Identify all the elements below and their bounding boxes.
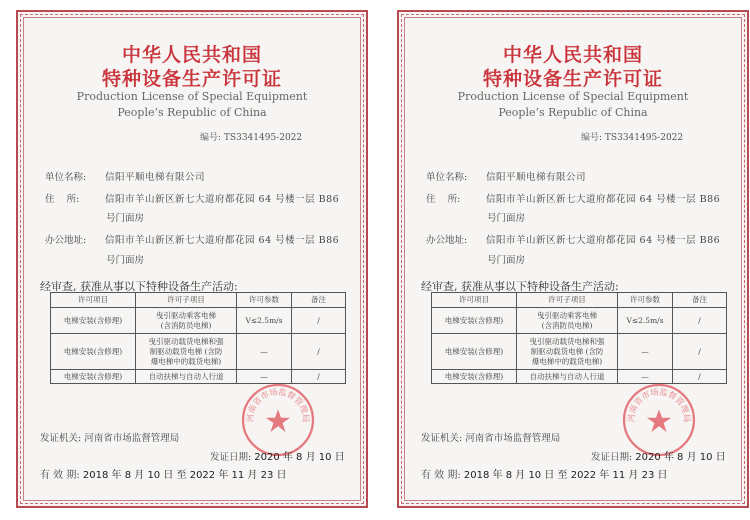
english-title-line1: Production License of Special Equipment	[457, 90, 689, 103]
scope-table	[50, 292, 346, 384]
table-cell: —	[618, 334, 673, 370]
unit-row	[426, 169, 586, 183]
office-label: 办公地址:	[45, 235, 87, 246]
col-header: 备注	[292, 293, 346, 308]
validity-label: 有 效 期:	[40, 470, 80, 481]
cert-number-value: TS3341495-2022	[223, 133, 303, 143]
office-line1: 信阳市羊山新区新七大道府都花园 64 号楼一层 B86	[105, 235, 340, 246]
scope-intro: 经审查, 获准从事以下特种设备生产活动:	[421, 280, 619, 293]
table-row	[432, 308, 727, 334]
title-line2: 特种设备生产许可证	[482, 68, 663, 90]
table-cell: V≤2.5m/s	[618, 308, 673, 334]
table-header-row	[51, 293, 346, 308]
table-cell: 电梯安装(含修理)	[432, 370, 517, 384]
table-cell: —	[618, 370, 673, 384]
col-header: 许可项目	[51, 293, 136, 308]
validity-value: 2018 年 8 月 10 日 至 2022 年 11 月 23 日	[463, 470, 668, 481]
official-seal-icon	[240, 382, 316, 458]
address-row	[426, 191, 720, 205]
issue-date-label: 发证日期:	[591, 452, 633, 463]
title-line1: 中华人民共和国	[502, 44, 643, 66]
english-title-line2: People’s Republic of China	[498, 106, 648, 119]
table-cell: 曳引驱动载货电梯和强 制驱动载货电梯 (含防 爆电梯中的载货电梯)	[517, 334, 618, 370]
unit-name: 信阳平顺电梯有限公司	[486, 172, 587, 183]
unit-name: 信阳平顺电梯有限公司	[105, 172, 206, 183]
table-cell: 曳引驱动乘客电梯 (含消防员电梯)	[136, 308, 237, 334]
issue-date-label: 发证日期:	[210, 452, 252, 463]
col-header: 许可参数	[237, 293, 292, 308]
issue-date	[210, 448, 345, 463]
table-cell: 电梯安装(含修理)	[51, 334, 136, 370]
issue-date-value: 2020 年 8 月 10 日	[635, 452, 726, 463]
cert-number-label: 编号:	[581, 133, 603, 143]
issuer-value: 河南省市场监督管理局	[465, 433, 561, 444]
official-seal-icon	[621, 382, 697, 458]
office-label: 办公地址:	[426, 235, 468, 246]
table-cell: /	[292, 370, 346, 384]
col-header: 许可子项目	[136, 293, 237, 308]
cert-number	[200, 130, 302, 143]
col-header: 许可子项目	[517, 293, 618, 308]
col-header: 许可参数	[618, 293, 673, 308]
issuer	[421, 430, 560, 444]
validity-value: 2018 年 8 月 10 日 至 2022 年 11 月 23 日	[82, 470, 287, 481]
cert-number-label: 编号:	[200, 133, 222, 143]
certificate-right	[397, 10, 749, 508]
issuer-label: 发证机关:	[421, 433, 463, 444]
table-cell: 自动扶梯与自动人行道	[136, 370, 237, 384]
table-cell: —	[237, 370, 292, 384]
col-header: 许可项目	[432, 293, 517, 308]
table-cell: 电梯安装(含修理)	[51, 308, 136, 334]
issuer-value: 河南省市场监督管理局	[84, 433, 180, 444]
address-line2: 号门面房	[106, 213, 145, 224]
table-cell: 电梯安装(含修理)	[432, 334, 517, 370]
table-cell: 电梯安装(含修理)	[51, 370, 136, 384]
table-cell: —	[237, 334, 292, 370]
issuer-label: 发证机关:	[40, 433, 82, 444]
table-cell: /	[673, 334, 727, 370]
unit-label: 单位名称:	[426, 172, 468, 183]
scope-table	[431, 292, 727, 384]
issue-date-value: 2020 年 8 月 10 日	[254, 452, 345, 463]
validity	[40, 466, 287, 481]
table-row	[51, 334, 346, 370]
table-cell: /	[292, 334, 346, 370]
table-cell: V≤2.5m/s	[237, 308, 292, 334]
table-cell: /	[673, 308, 727, 334]
col-header: 备注	[673, 293, 727, 308]
table-cell: 曳引驱动乘客电梯 (含消防员电梯)	[517, 308, 618, 334]
table-row	[51, 308, 346, 334]
cert-number-value: TS3341495-2022	[604, 133, 684, 143]
english-title-line1: Production License of Special Equipment	[76, 90, 308, 103]
validity	[421, 466, 668, 481]
english-title-line2: People’s Republic of China	[117, 106, 267, 119]
office-line1: 信阳市羊山新区新七大道府都花园 64 号楼一层 B86	[486, 235, 721, 246]
address-line1: 信阳市羊山新区新七大道府都花园 64 号楼一层 B86	[105, 194, 340, 205]
table-row	[432, 334, 727, 370]
address-line2: 号门面房	[487, 213, 526, 224]
address-label: 住 所:	[426, 194, 461, 205]
svg-text:河南省市场监督管理局: 河南省市场监督管理局	[244, 386, 312, 423]
table-cell: /	[292, 308, 346, 334]
table-cell: /	[673, 370, 727, 384]
scope-intro: 经审查, 获准从事以下特种设备生产活动:	[40, 280, 238, 293]
svg-text:河南省市场监督管理局: 河南省市场监督管理局	[625, 386, 693, 423]
table-cell: 曳引驱动载货电梯和强 制驱动载货电梯 (含防 爆电梯中的载货电梯)	[136, 334, 237, 370]
issuer	[40, 430, 179, 444]
office-row	[426, 232, 720, 246]
unit-label: 单位名称:	[45, 172, 87, 183]
address-row	[45, 191, 339, 205]
table-header-row	[432, 293, 727, 308]
validity-label: 有 效 期:	[421, 470, 461, 481]
address-label: 住 所:	[45, 194, 80, 205]
unit-row	[45, 169, 205, 183]
title-line2: 特种设备生产许可证	[101, 68, 282, 90]
office-line2: 号门面房	[106, 255, 145, 266]
address-line1: 信阳市羊山新区新七大道府都花园 64 号楼一层 B86	[486, 194, 721, 205]
issue-date	[591, 448, 726, 463]
title-line1: 中华人民共和国	[121, 44, 262, 66]
office-row	[45, 232, 339, 246]
office-line2: 号门面房	[487, 255, 526, 266]
certificate-left	[16, 10, 368, 508]
table-cell: 电梯安装(含修理)	[432, 308, 517, 334]
cert-number	[581, 130, 683, 143]
table-cell: 自动扶梯与自动人行道	[517, 370, 618, 384]
